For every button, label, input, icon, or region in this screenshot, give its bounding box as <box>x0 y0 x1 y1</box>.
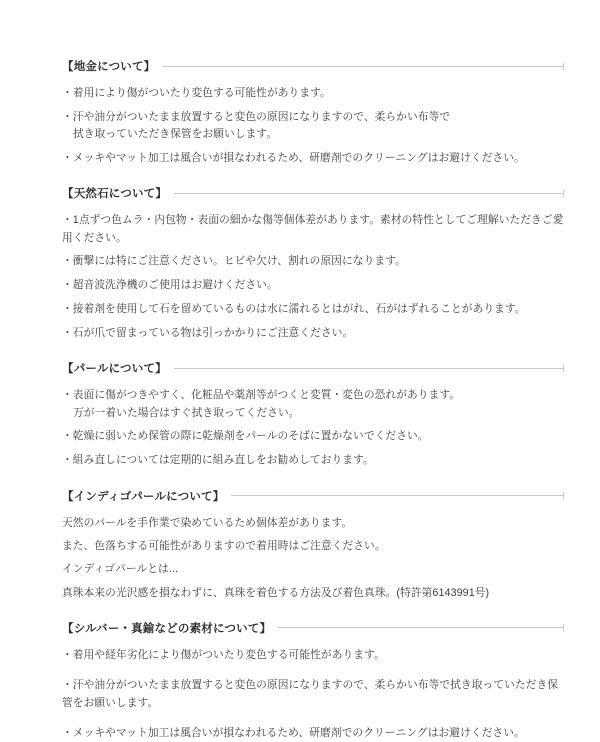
list-item-text: ・組み直しについては定期的に組み直しをお勧めしております。 <box>62 454 374 467</box>
section-divider <box>278 627 564 628</box>
list-item <box>62 387 564 422</box>
section-pearl <box>62 360 564 469</box>
paragraph: 真珠本来の光沢感を損なわずに、真珠を着色する方法及び着色真珠。(特許第6143991号) <box>62 586 490 599</box>
section-list <box>62 85 564 167</box>
section-header <box>62 185 564 201</box>
list-item <box>62 452 564 469</box>
section-divider <box>174 193 564 194</box>
list-item-text: ・衝撃には特にご注意ください。ヒビや欠け、割れの原因になります。 <box>62 255 406 268</box>
list-item-text: ・メッキやマット加工は風合いが損なわれるため、研磨剤でのクリーニングはお避けください。 <box>62 151 525 164</box>
list-item-text: ・汗や油分がついたまま放置すると変色の原因になりますので、柔らかい布等で拭き取っていただき保管をお願いします。 <box>62 679 559 709</box>
list-item-text: ・乾燥に弱いため保管の際に乾燥剤をパールのそばに置かないでください。 <box>62 430 429 443</box>
section-header <box>62 58 564 74</box>
list-item-text: ・表面に傷がつきやすく、化粧品や薬剤等がつくと変質・変色の恐れがあります。 <box>62 389 461 402</box>
section-header <box>62 620 564 636</box>
list-item-text: ・汗や油分がついたまま放置すると変色の原因になりますので、柔らかい布等で <box>62 110 451 123</box>
section-list <box>62 387 564 469</box>
section-title: 【地金について】 <box>62 61 156 73</box>
section-divider <box>231 495 564 496</box>
list-item-text: ・接着剤を使用して石を留めているものは水に濡れるとはがれ、石がはずれることがあります。 <box>62 303 526 316</box>
section-silver-brass <box>62 620 564 742</box>
paragraph: 天然のパールを手作業で染めているため個体差があります。 <box>62 516 353 529</box>
list-item <box>62 212 564 247</box>
list-item-text: ・石が爪で留まっている物は引っかかりにご注意ください。 <box>62 326 354 339</box>
section-divider <box>174 368 564 369</box>
section-title: 【シルバー・真鍮などの素材について】 <box>62 622 272 635</box>
section-indigo-pearl <box>62 488 564 602</box>
section-title: 【インディゴパールについて】 <box>62 490 225 503</box>
section-title: 【天然石について】 <box>62 188 168 201</box>
section-title: 【パールについて】 <box>62 363 167 376</box>
list-item <box>62 109 564 144</box>
section-divider <box>162 66 564 67</box>
list-item <box>62 253 564 270</box>
list-item-continuation: 拭き取っていただき保管をお願いします。 <box>73 128 278 141</box>
section-natural-stone <box>62 185 564 342</box>
paragraph: また、色落ちする可能性がありますので着用時はご注意ください。 <box>62 539 386 552</box>
list-item-text: ・着用や経年劣化により傷がついたり変色する可能性があります。 <box>62 648 385 661</box>
section-header <box>62 488 564 504</box>
list-item-text: ・1点ずつ色ムラ・内包物・表面の細かな傷等個体差があります。素材の特性としてご理解いただきご愛用ください。 <box>62 214 564 244</box>
section-list <box>62 212 564 342</box>
paragraph: インディゴパールとは... <box>62 563 179 576</box>
list-item <box>62 428 564 445</box>
list-item <box>62 301 564 318</box>
list-item-continuation: 万が一着いた場合はすぐ拭き取ってください。 <box>73 406 300 419</box>
list-item-text: ・超音波洗浄機のご使用はお避けください。 <box>62 279 278 292</box>
section-header <box>62 360 564 376</box>
list-item <box>62 277 564 294</box>
list-item-text: ・着用により傷がついたり変色する可能性があります。 <box>62 87 331 99</box>
list-item <box>62 85 564 102</box>
section-base-metal <box>62 58 564 167</box>
list-item <box>62 725 564 742</box>
list-item <box>62 677 564 712</box>
list-item <box>62 325 564 342</box>
section-list <box>62 647 564 742</box>
list-item <box>62 150 564 167</box>
list-item-text: ・メッキやマット加工は風合いが損なわれるため、研磨剤でのクリーニングはお避けください。 <box>62 726 525 739</box>
